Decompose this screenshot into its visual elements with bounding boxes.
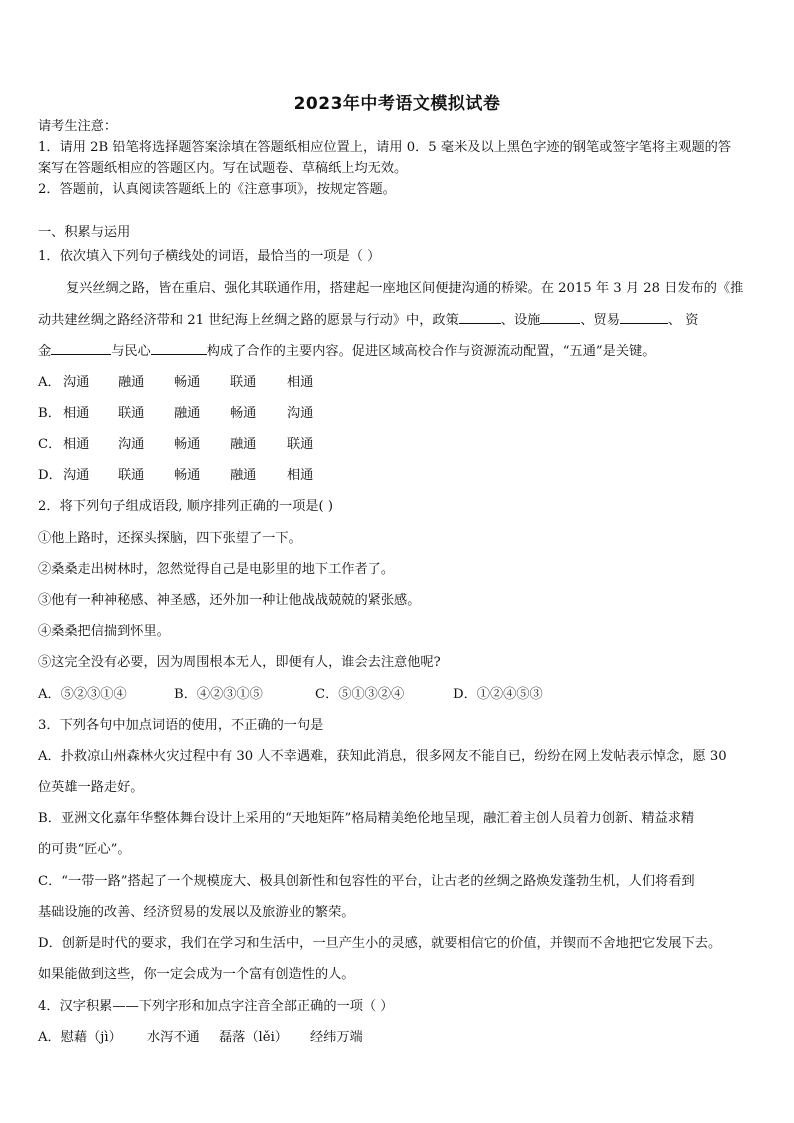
- question-4-option-a-item: 水泻不通: [147, 1030, 200, 1045]
- option-word: 联通: [118, 406, 145, 421]
- option-word: 沟通: [287, 406, 314, 421]
- question-2-option-c: C．⑤①③②④: [315, 687, 405, 702]
- option-letter: C．: [38, 437, 62, 452]
- question-3-option-a-line-2: 位英雄一路走好。: [38, 780, 144, 795]
- passage-text: 动共建丝绸之路经济带和 21 世纪海上丝绸之路的愿景与行动》中，政策: [38, 313, 459, 328]
- option-word: 相通: [63, 406, 90, 421]
- option-word: 畅通: [174, 375, 201, 390]
- question-4-stem: 4．汉字积累——下列字形和加点字注音全部正确的一项（ ）: [38, 999, 394, 1014]
- option-word: 融通: [230, 468, 257, 483]
- question-3-option-c-line-2: 基础设施的改善、经济贸易的发展以及旅游业的繁荣。: [38, 905, 355, 920]
- fill-blank: [51, 342, 111, 355]
- option-word: 畅通: [230, 406, 257, 421]
- question-4-option-a-item: 经纬万端: [310, 1030, 363, 1045]
- section-heading: 一、积累与运用: [38, 225, 131, 240]
- option-word: 融通: [230, 437, 257, 452]
- question-2-stem: 2．将下列句子组成语段, 顺序排列正确的一项是( ): [38, 499, 334, 514]
- option-word: 相通: [287, 375, 314, 390]
- question-2-option-b: B．④②③①⑤: [174, 687, 263, 702]
- notice-heading: 请考生注意：: [38, 119, 118, 134]
- option-word: 畅通: [174, 468, 201, 483]
- question-3-option-a-line-1: A．扑救凉山州森林火灾过程中有 30 人不幸遇难，获知此消息，很多网友不能自已，纷纷在网上发帖表示悼念，愿 30: [38, 749, 727, 764]
- option-word: 联通: [118, 468, 145, 483]
- question-3-option-d-line-1: D．创新是时代的要求，我们在学习和生活中，一旦产生小的灵感，就要相信它的价值，并锲而不舍地把它发展下去。: [38, 936, 722, 951]
- question-1-passage-line-1: 复兴丝绸之路，皆在重启、强化其联通作用，搭建起一座地区间便捷沟通的桥梁。在 2015 年 3 月 28 日发布的《推: [66, 281, 744, 296]
- question-3-stem: 3．下列各句中加点词语的使用，不正确的一句是: [38, 718, 324, 733]
- passage-text: 、设施: [500, 313, 541, 328]
- question-3-option-c-line-1: C．“一带一路”搭起了一个规模庞大、极具创新性和包容性的平台，让古老的丝绸之路焕发蓬勃生机，人们将看到: [38, 874, 695, 889]
- question-2-sentence-3: ③他有一种神秘感、神圣感，还外加一种让他战战兢兢的紧张感。: [38, 593, 421, 608]
- question-4-option-a-item: A．慰藉（jì）: [38, 1030, 122, 1045]
- fill-blank: [540, 311, 580, 324]
- question-1-stem: 1．依次填入下列句子横线处的词语，最恰当的一项是（ ）: [38, 249, 381, 264]
- question-2-sentence-1: ①他上路时，还探头探脑，四下张望了一下。: [38, 531, 302, 546]
- fill-blank: [151, 342, 207, 355]
- option-word: 融通: [118, 375, 145, 390]
- passage-text: 构成了合作的主要内容。促进区域高校合作与资源流动配置，“五通”是关键。: [206, 344, 656, 359]
- question-2-sentence-4: ④桑桑把信揣到怀里。: [38, 624, 170, 639]
- page-title: 2023年中考语文模拟试卷: [293, 94, 501, 114]
- option-word: 畅通: [174, 437, 201, 452]
- question-1-passage-line-3: [38, 342, 655, 361]
- fill-blank: [459, 311, 501, 324]
- option-word: 联通: [287, 437, 314, 452]
- passage-text: 、 资: [667, 313, 699, 328]
- option-letter: A．: [38, 375, 61, 390]
- option-word: 相通: [287, 468, 314, 483]
- option-word: 沟通: [118, 437, 145, 452]
- option-word: 融通: [174, 406, 201, 421]
- question-3-option-b-line-2: 的可贵“匠心”。: [38, 842, 131, 857]
- question-3-option-b-line-1: B．亚洲文化嘉年华整体舞台设计上采用的“天地矩阵”格局精美绝伦地呈现，融汇着主创人员着力创新、精益求精: [38, 811, 695, 826]
- passage-text: 、贸易: [580, 313, 620, 328]
- fill-blank: [620, 311, 668, 324]
- option-word: 联通: [230, 375, 257, 390]
- notice-item-1-line-1: 1．请用 2B 铅笔将选择题答案涂填在答题纸相应位置上，请用 0．5 毫米及以上黑色字迹的钢笔或签字笔将主观题的答: [38, 140, 732, 155]
- passage-text: 金: [38, 344, 52, 359]
- option-word: 沟通: [63, 375, 90, 390]
- question-2-sentence-5: ⑤这完全没有必要，因为周围根本无人，即便有人，谁会去注意他呢?: [38, 655, 441, 670]
- notice-item-1-line-2: 案写在答题纸相应的答题区内。写在试题卷、草稿纸上均无效。: [38, 161, 408, 176]
- option-letter: B．: [38, 406, 61, 421]
- option-letter: D．: [38, 468, 62, 483]
- question-2-option-a: A．⑤②③①④: [38, 687, 127, 702]
- option-word: 相通: [63, 437, 90, 452]
- question-1-passage-line-2: [38, 311, 699, 330]
- question-4-option-a-item: 磊落（lěi）: [219, 1030, 288, 1045]
- passage-text: 与民心: [111, 344, 151, 359]
- option-word: 沟通: [63, 468, 90, 483]
- question-2-sentence-2: ②桑桑走出树林时，忽然觉得自己是电影里的地下工作者了。: [38, 562, 395, 577]
- question-3-option-d-line-2: 如果能做到这些，你一定会成为一个富有创造性的人。: [38, 967, 355, 982]
- question-2-option-d: D．①②④⑤③: [453, 687, 543, 702]
- notice-item-2: 2．答题前，认真阅读答题纸上的《注意事项》，按规定答题。: [38, 182, 396, 197]
